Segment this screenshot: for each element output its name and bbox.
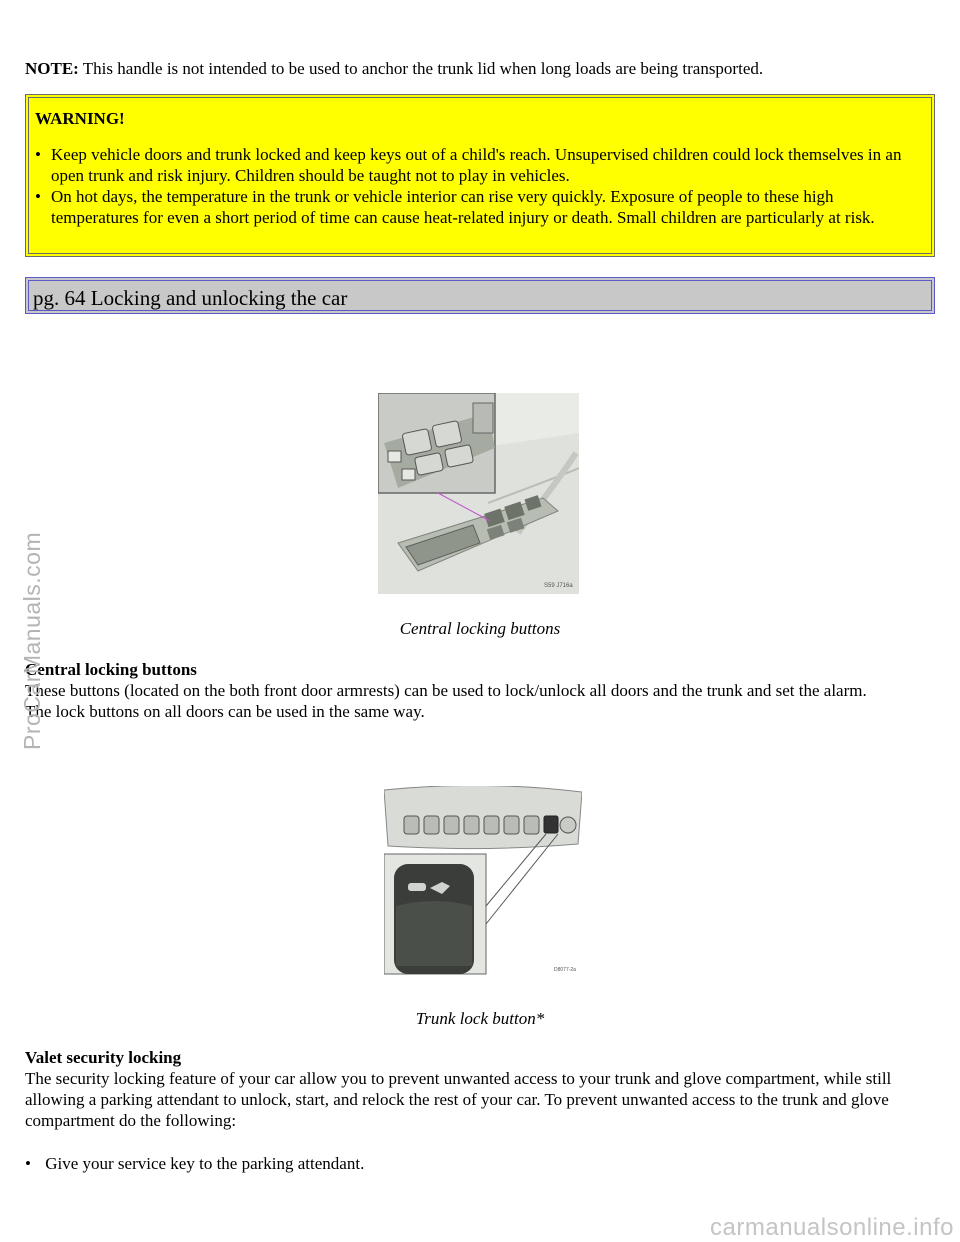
section-title: pg. 64 Locking and unlocking the car bbox=[33, 286, 348, 310]
section-heading: Valet security locking bbox=[25, 1048, 182, 1067]
warning-title: WARNING! bbox=[35, 109, 125, 128]
paragraph-text: The security locking feature of your car allow you to prevent unwanted access to your trunk and glove compartment, while still allowing a parking attendant to unlock, start, and relock the rest of your car. To prevent unwanted access to the trunk and glove compartment do the following: bbox=[25, 1069, 892, 1130]
warning-item bbox=[35, 186, 915, 228]
note-label: NOTE: bbox=[25, 59, 79, 78]
section-heading: Central locking buttons bbox=[25, 660, 197, 679]
figure-code: S59 J716a bbox=[544, 583, 573, 589]
list-item bbox=[25, 1153, 364, 1174]
figure-code: D8077-2a bbox=[554, 967, 576, 973]
central-locking-illustration bbox=[378, 393, 579, 594]
trunk-lock-illustration bbox=[384, 786, 582, 978]
warning-box bbox=[25, 94, 935, 257]
warning-item-text: • On hot days, the temperature in the trunk or vehicle interior can rise very quickly. Exposure of people to these high temperatures for even a short period of time can cause heat-related injury or death. Small children are particularly at risk. bbox=[51, 187, 875, 227]
warning-item bbox=[35, 144, 915, 186]
note-line bbox=[25, 58, 763, 79]
figure-caption: Trunk lock button* bbox=[415, 1009, 545, 1028]
central-locking-figure bbox=[378, 393, 579, 594]
list-item-text: Give your service key to the parking attendant. bbox=[45, 1154, 365, 1173]
note-text: This handle is not intended to be used to anchor the trunk lid when long loads are being transported. bbox=[82, 59, 764, 78]
paragraph-text: The lock buttons on all doors can be used in the same way. bbox=[25, 702, 425, 721]
footer-watermark: carmanualsonline.info bbox=[710, 1214, 954, 1241]
trunk-lock-figure bbox=[384, 786, 582, 978]
figure-caption: Central locking buttons bbox=[399, 619, 561, 638]
watermark-text: ProCarManuals.com bbox=[19, 531, 45, 750]
paragraph-text: These buttons (located on the both front door armrests) can be used to lock/unlock all doors and the trunk and set the alarm. bbox=[25, 681, 867, 700]
valet-section bbox=[25, 1047, 935, 1131]
warning-item-text: • Keep vehicle doors and trunk locked and keep keys out of a child's reach. Unsupervised children could lock themselves in an open trunk and risk injury. Children should be taught not to play in vehicles. bbox=[51, 145, 902, 185]
warning-list bbox=[35, 144, 915, 228]
section-header bbox=[25, 277, 935, 314]
central-locking-section bbox=[25, 659, 935, 722]
